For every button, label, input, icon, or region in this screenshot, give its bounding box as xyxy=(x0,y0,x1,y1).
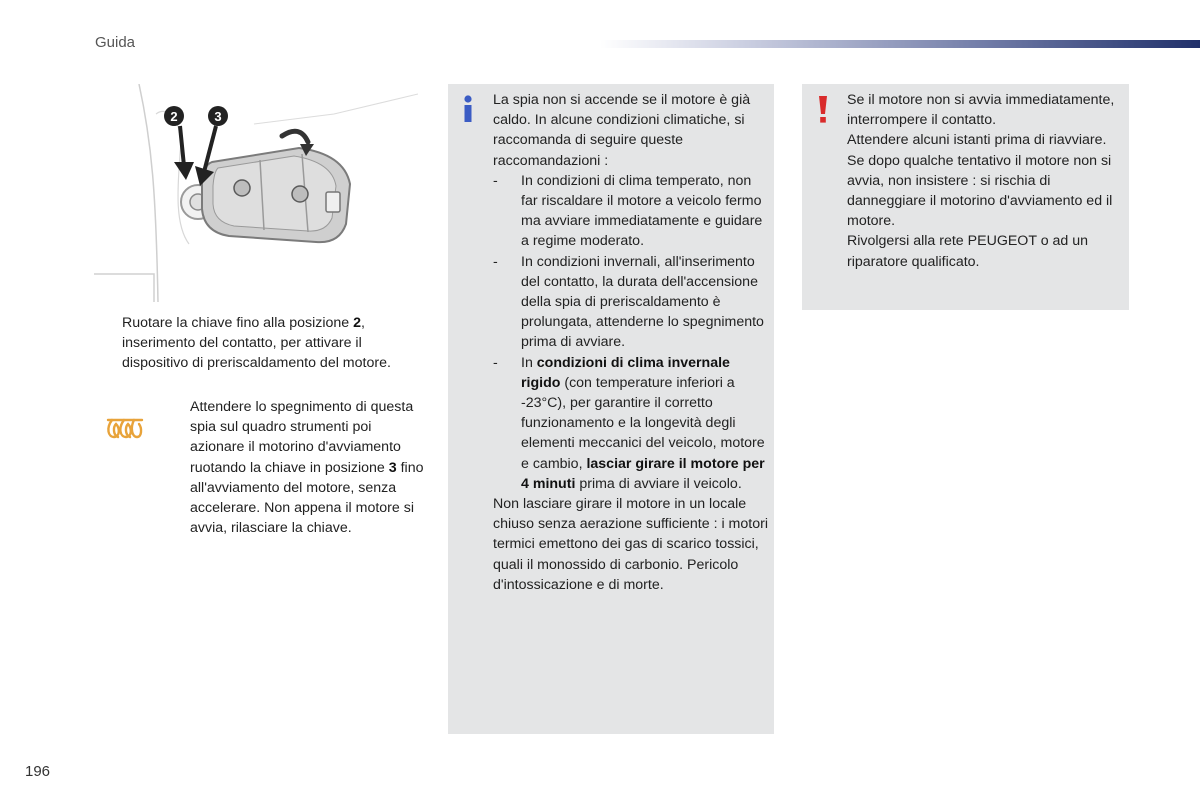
info-icon xyxy=(460,94,476,124)
step-text: Attendere lo spegnimento di questa spia sul quadro strumenti poi azionare il motorino d'avviamento ruotando la chiave in posizione 3 fino all'avviamento del motore, senza accelerare. Non appena il motore si avvia, rilasciare la chiave. xyxy=(190,399,424,537)
section-title: Guida xyxy=(95,34,136,51)
warning-text xyxy=(847,90,1122,272)
info-box xyxy=(448,84,774,734)
warning-para: Attendere alcuni istanti prima di riavviare. Se dopo qualche tentativo il motore non si avvia, non insistere : si rischia di danneggiare il motorino d'avviamento ed il motore. xyxy=(847,132,1113,230)
pointer-icon xyxy=(164,397,190,538)
step-text: Ruotare la chiave fino alla posizione 2, inserimento del contatto, per attivare il dispositivo di preriscaldamento del motore. xyxy=(122,315,391,372)
header-bar xyxy=(600,40,1200,48)
step-turn-key xyxy=(96,313,426,374)
warning-icon xyxy=(816,94,830,124)
step-start-engine xyxy=(164,397,426,538)
warning-para: Se il motore non si avvia immediatamente, interrompere il contatto. xyxy=(847,92,1115,129)
position-label-3: 3 xyxy=(214,109,222,124)
info-intro: La spia non si accende se il motore è già caldo. In alcune condizioni climatiche, si raccomanda di seguire queste raccomandazioni : xyxy=(493,92,751,169)
info-text xyxy=(493,90,768,595)
pointer-icon xyxy=(96,313,122,374)
warning-box xyxy=(802,84,1129,310)
list-item: - In condizioni di clima temperato, non far riscaldare il motore a veicolo fermo ma avviare immediatamente e guidare a regime moderato. xyxy=(493,172,763,250)
glow-plug-icon xyxy=(104,415,146,443)
list-item: - In condizioni invernali, all'inserimento del contatto, la durata dell'accensione della spia di preriscaldamento è prolungata, attenderne lo spegnimento prima di avviare. xyxy=(493,253,764,351)
ignition-key-illustration xyxy=(94,84,418,302)
position-label-2: 2 xyxy=(170,109,178,124)
page-number: 196 xyxy=(25,763,51,780)
list-item: - In condizioni di clima invernale rigido (con temperature inferiori a -23°C), per garantire il corretto funzionamento e la longevità degli elementi meccanici del veicolo, motore e cambio, lasciar girare il motore per 4 minuti prima di avviare il veicolo. xyxy=(493,354,765,492)
warning-para: Rivolgersi alla rete PEUGEOT o ad un riparatore qualificato. xyxy=(847,233,1089,270)
info-closing: Non lasciare girare il motore in un locale chiuso senza aerazione sufficiente : i motori termici emettono dei gas di scarico tossici, quali il monossido di carbonio. Pericolo d'intossicazione e di morte. xyxy=(493,496,768,593)
